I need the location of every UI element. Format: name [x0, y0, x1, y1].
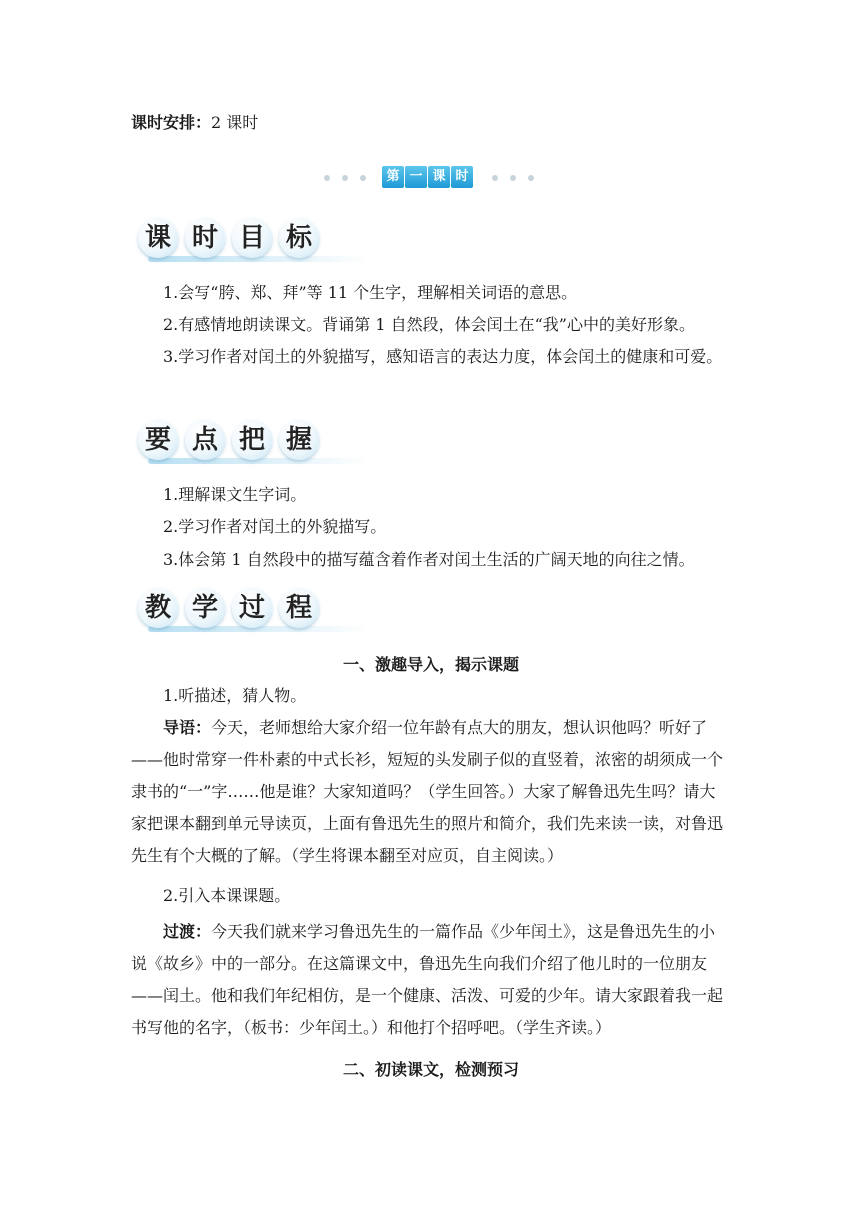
title-char: 学 — [185, 588, 225, 628]
dot-icon — [492, 175, 498, 181]
dot-icon — [324, 175, 330, 181]
intro-label: 导语： — [163, 718, 212, 737]
transition-text: 今天我们就来学习鲁迅先生的一篇作品《少年闰土》，这是鲁迅先生的小说《故乡》中的一部分。在这篇课文中，鲁迅先生向我们介绍了他儿时的一位朋友——闰土。他和我们年纪相仿，是一个健康、活泼、可爱的少年。请大家跟着我一起书写他的名字，（板书：少年闰土。）和他打个招呼吧。（学生齐读。） — [131, 922, 724, 1037]
intro-text: 今天，老师想给大家介绍一位年龄有点大的朋友，想认识他吗？听好了——他时常穿一件朴素的中式长衫，短短的头发刷子似的直竖着，浓密的胡须成一个隶书的“一”字……他是谁？大家知道吗？（学生回答。）大家了解鲁迅先生吗？请大家把课本翻到单元导读页，上面有鲁迅先生的照片和简介，我们先来读一读，对鲁迅先生有个大概的了解。（学生将课本翻至对应页，自主阅读。） — [131, 718, 724, 865]
title-char: 程 — [279, 588, 319, 628]
lesson-schedule — [131, 110, 258, 133]
schedule-label: 课时安排： — [131, 113, 212, 132]
dot-icon — [342, 175, 348, 181]
schedule-value: 2 课时 — [211, 113, 259, 132]
title-char: 把 — [232, 420, 272, 460]
badge-char: 时 — [451, 166, 473, 188]
title-char: 标 — [279, 218, 319, 258]
lesson-badge — [382, 166, 474, 188]
title-char: 教 — [138, 588, 178, 628]
title-char: 时 — [185, 218, 225, 258]
badge-char: 第 — [382, 166, 404, 188]
title-char: 要 — [138, 420, 178, 460]
badge-char: 一 — [405, 166, 427, 188]
intro-paragraph — [131, 712, 731, 872]
step-two: 2.引入本课课题。 — [163, 886, 291, 905]
dot-icon — [528, 175, 534, 181]
step-one: 1.听描述，猜人物。 — [163, 686, 307, 705]
objective-item-3: 3.学习作者对闰土的外貌描写，感知语言的表达力度，体会闰土的健康和可爱。 — [163, 347, 723, 366]
objective-item-2: 2.有感情地朗读课文。背诵第 1 自然段，体会闰土在“我”心中的美好形象。 — [163, 315, 695, 334]
badge-char: 课 — [428, 166, 450, 188]
title-char: 过 — [232, 588, 272, 628]
title-char: 握 — [279, 420, 319, 460]
section-title-key-points — [138, 420, 368, 468]
transition-label: 过渡： — [163, 922, 212, 941]
section-title-process — [138, 588, 368, 636]
dot-icon — [360, 175, 366, 181]
key-point-item-2: 2.学习作者对闰土的外貌描写。 — [163, 517, 387, 536]
part-one-heading: 一、激趣导入，揭示课题 — [342, 655, 519, 674]
title-char: 目 — [232, 218, 272, 258]
key-point-item-1: 1.理解课文生字词。 — [163, 485, 307, 504]
dot-icon — [510, 175, 516, 181]
title-char: 点 — [185, 420, 225, 460]
part-two-heading: 二、初读课文，检测预习 — [342, 1060, 519, 1079]
section-title-objectives — [138, 218, 368, 266]
title-char: 课 — [138, 218, 178, 258]
key-point-item-3: 3.体会第 1 自然段中的描写蕴含着作者对闰土生活的广阔天地的向往之情。 — [163, 550, 695, 569]
objective-item-1: 1.会写“胯、郑、拜”等 11 个生字，理解相关词语的意思。 — [163, 283, 578, 302]
transition-paragraph — [131, 916, 731, 1044]
first-lesson-marker — [320, 164, 540, 192]
